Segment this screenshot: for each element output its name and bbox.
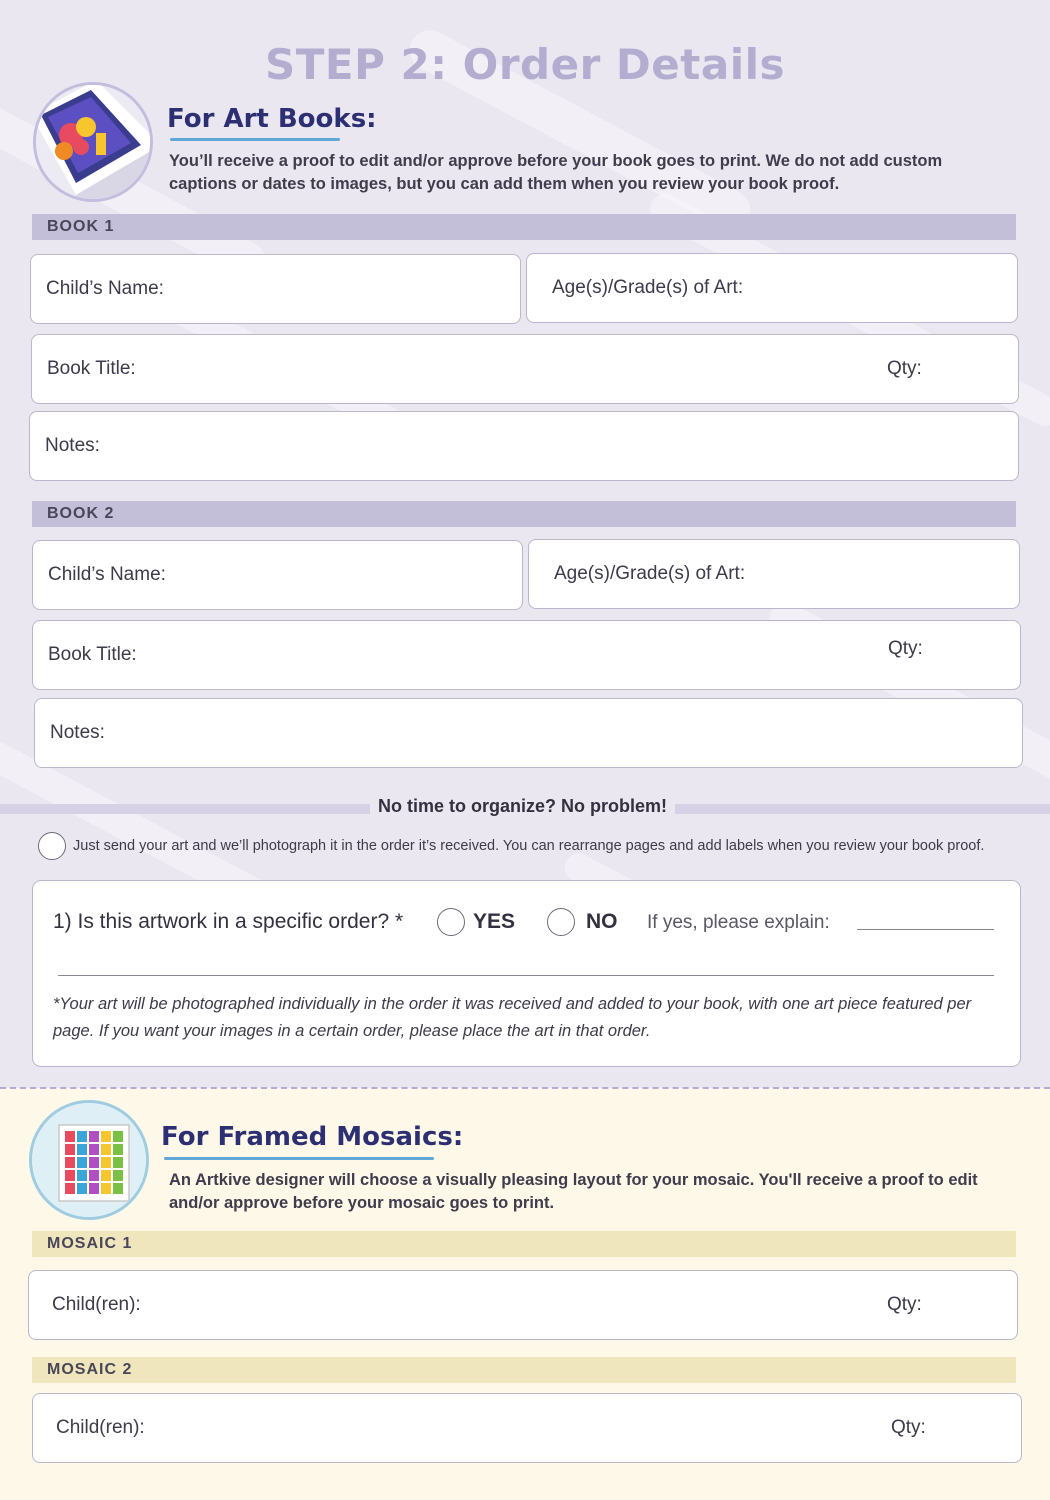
- order-footnote: *Your art will be photographed individually in the order it was received and added to your book, with one art piece featured per page. If you want your images in a certain order, please place the art in that order.: [53, 995, 972, 1040]
- book-title-label: Book Title:: [48, 644, 137, 665]
- heading-underline: [170, 138, 340, 141]
- mosaic-tile: [89, 1131, 99, 1142]
- just-send-option-label: Just send your art and we’ll photograph it in the order it’s received. You can rearrange pages and add labels when you review your book proof.: [73, 838, 985, 854]
- mosaic-1-band: MOSAIC 1: [32, 1231, 1016, 1257]
- art-book-image: [33, 82, 153, 202]
- artwork-order-question-box: [32, 880, 1021, 1067]
- book-1-child-name-field[interactable]: [30, 254, 521, 324]
- mosaic-tile: [101, 1157, 111, 1168]
- child-name-label: Child’s Name:: [46, 278, 164, 299]
- notes-label: Notes:: [45, 435, 100, 456]
- framed-mosaic-image: [29, 1100, 149, 1220]
- art-books-intro: You’ll receive a proof to edit and/or approve before your book goes to print. We do not add custom captions or dates to images, but you can add them when you review your book proof.: [169, 152, 943, 193]
- mosaic-tile: [113, 1157, 123, 1168]
- mosaic-tile: [113, 1183, 123, 1194]
- section-divider: [0, 1087, 1050, 1089]
- children-label: Child(ren):: [56, 1417, 145, 1438]
- mosaic-tile: [113, 1144, 123, 1155]
- mosaic-tile: [101, 1170, 111, 1181]
- mosaic-tile: [89, 1144, 99, 1155]
- no-radio[interactable]: [547, 908, 575, 936]
- mosaic-2-children-field[interactable]: [32, 1393, 1022, 1463]
- child-name-label: Child’s Name:: [48, 564, 166, 585]
- book-2-age-grade-field[interactable]: [528, 539, 1020, 609]
- children-label: Child(ren):: [52, 1294, 141, 1315]
- book-2-band: BOOK 2: [32, 501, 1016, 527]
- mosaic-tile: [89, 1157, 99, 1168]
- book-1-band: BOOK 1: [32, 214, 1016, 240]
- qty-label: Qty:: [887, 358, 922, 379]
- mosaic-tile: [113, 1170, 123, 1181]
- mosaic-1-children-field[interactable]: [28, 1270, 1018, 1340]
- heading-underline: [164, 1157, 434, 1160]
- book-2-notes-field[interactable]: [34, 698, 1023, 768]
- age-grade-label: Age(s)/Grade(s) of Art:: [554, 563, 746, 584]
- qty-label: Qty:: [888, 638, 923, 659]
- no-label: NO: [586, 910, 618, 933]
- explain-label: If yes, please explain:: [647, 912, 830, 933]
- mosaic-tile: [65, 1144, 75, 1155]
- mosaic-tile: [89, 1170, 99, 1181]
- page-title: STEP 2: Order Details: [265, 40, 785, 89]
- mosaic-tile: [65, 1157, 75, 1168]
- mosaic-2-band: MOSAIC 2: [32, 1357, 1016, 1383]
- book-1-notes-field[interactable]: [29, 411, 1019, 481]
- mosaic-tile: [77, 1183, 87, 1194]
- yes-label: YES: [473, 910, 516, 933]
- mosaic-tile: [65, 1170, 75, 1181]
- qty-label: Qty:: [887, 1294, 922, 1315]
- just-send-radio[interactable]: [38, 832, 66, 860]
- book-1-title-field[interactable]: [31, 334, 1019, 404]
- explain-line-1[interactable]: [857, 929, 994, 930]
- yes-radio[interactable]: [437, 908, 465, 936]
- book-2-child-name-field[interactable]: [32, 540, 523, 610]
- framed-mosaics-intro: An Artkive designer will choose a visually pleasing layout for your mosaic. You'll receive a proof to edit and/or approve before your mosaic goes to print.: [169, 1171, 978, 1212]
- framed-mosaics-heading: For Framed Mosaics:: [161, 1122, 464, 1152]
- mosaic-tile: [65, 1131, 75, 1142]
- mosaic-tile: [101, 1131, 111, 1142]
- notes-label: Notes:: [50, 722, 105, 743]
- book-2-title-field[interactable]: [32, 620, 1021, 690]
- artwork-order-question: 1) Is this artwork in a specific order? *: [53, 910, 404, 933]
- mosaic-tile: [77, 1157, 87, 1168]
- mosaic-tile: [101, 1183, 111, 1194]
- explain-line-2[interactable]: [58, 975, 994, 976]
- mosaic-tile: [113, 1131, 123, 1142]
- mosaic-tile: [65, 1183, 75, 1194]
- qty-label: Qty:: [891, 1417, 926, 1438]
- mosaic-tile: [89, 1183, 99, 1194]
- mosaic-tile: [77, 1144, 87, 1155]
- mosaic-tile: [101, 1144, 111, 1155]
- no-time-heading: No time to organize? No problem!: [370, 795, 675, 817]
- mosaic-tile: [77, 1131, 87, 1142]
- mosaic-tile: [77, 1170, 87, 1181]
- age-grade-label: Age(s)/Grade(s) of Art:: [552, 277, 744, 298]
- book-title-label: Book Title:: [47, 358, 136, 379]
- book-1-age-grade-field[interactable]: [526, 253, 1018, 323]
- art-books-heading: For Art Books:: [167, 104, 377, 134]
